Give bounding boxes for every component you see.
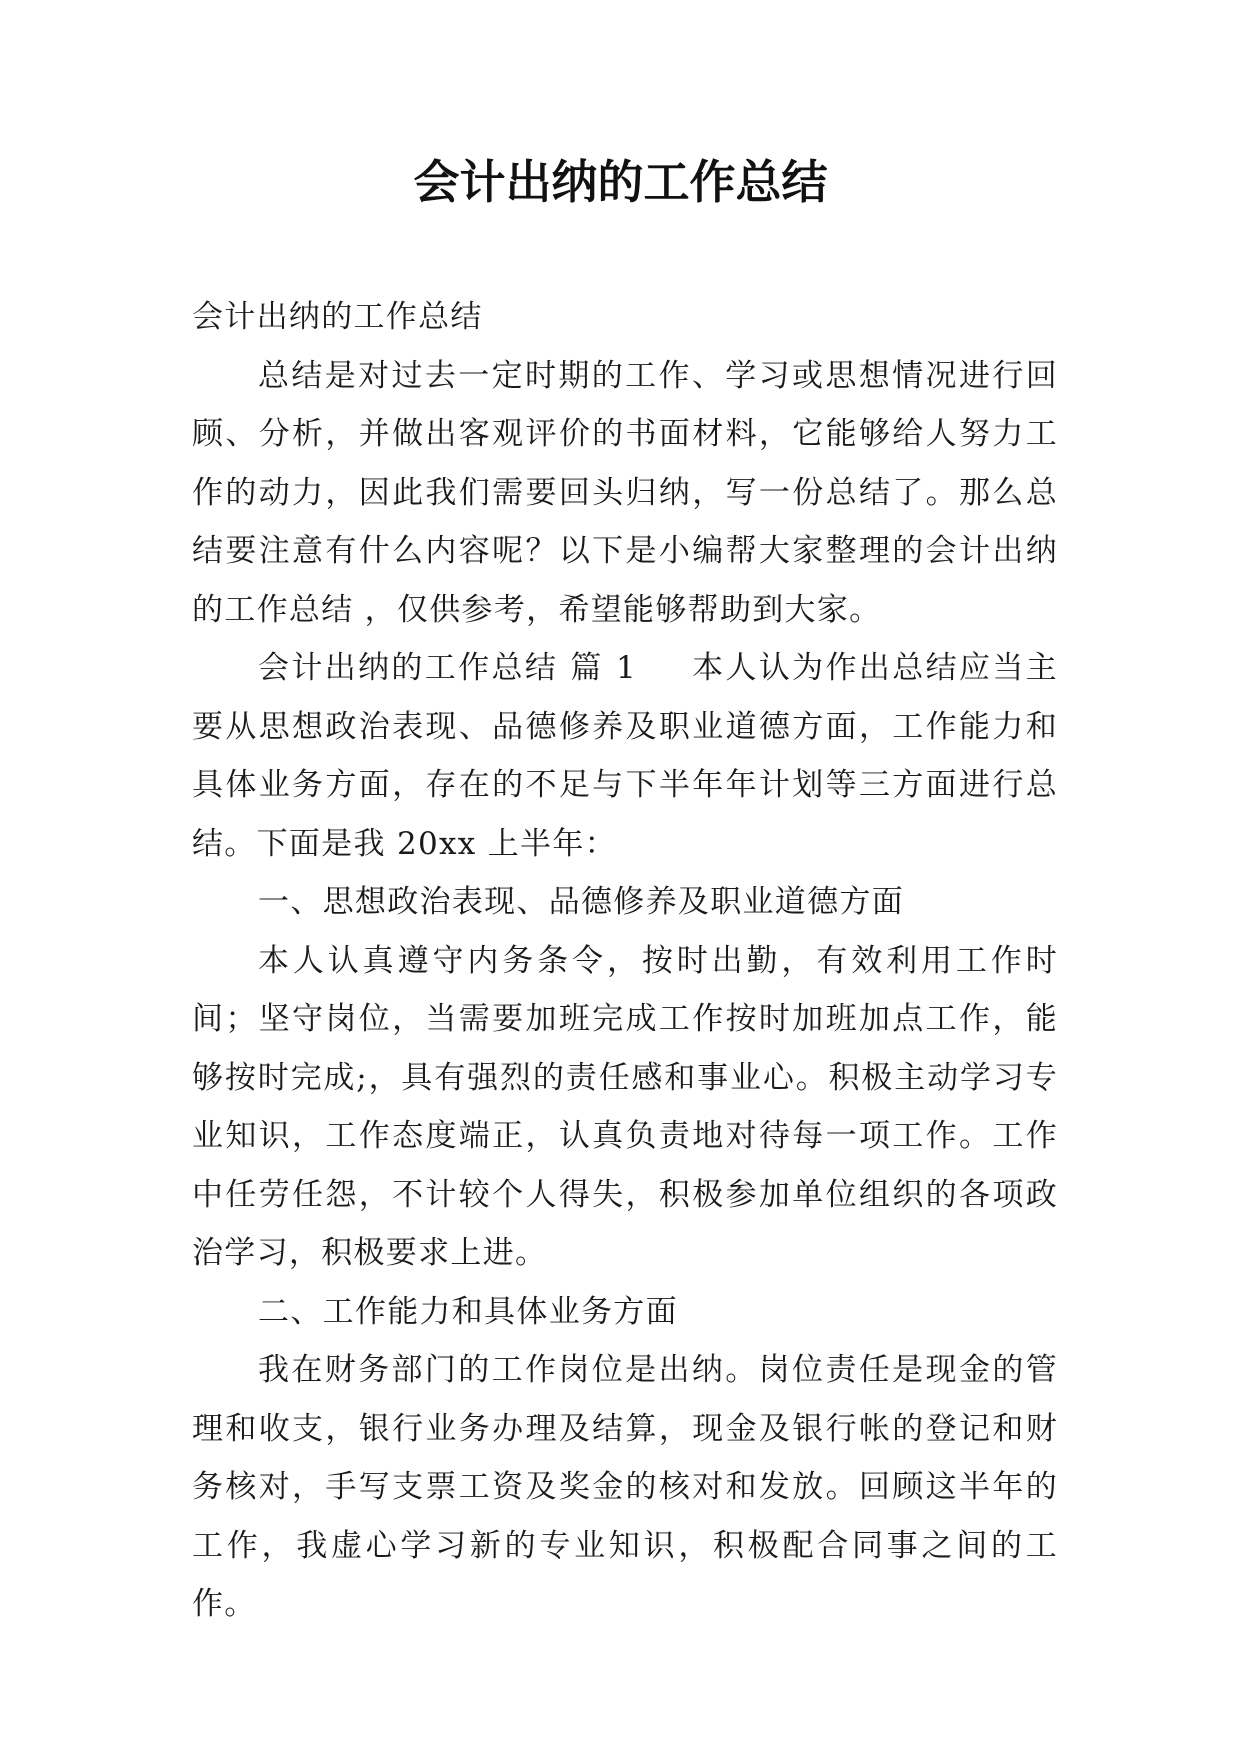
section-paragraph [192, 639, 1058, 873]
intro-paragraph: 总结是对过去一定时期的工作、学习或思想情况进行回顾、分析，并做出客观评价的书面材料，它能够给人努力工作的动力，因此我们需要回头归纳，写一份总结了。那么总结要注意有什么内容呢？以下是小编帮大家整理的会计出纳的工作总结 ，仅供参考，希望能够帮助到大家。 [192, 357, 1058, 628]
ability-paragraph: 我在财务部门的工作岗位是出纳。岗位责任是现金的管理和收支，银行业务办理及结算，现金及银行帐的登记和财务核对，手写支票工资及奖金的核对和发放。回顾这半年的工作，我虚心学习新的专业知识，积极配合同事之间的工作。 [192, 1352, 1058, 1622]
section-heading: 会计出纳的工作总结 篇 1 [258, 650, 638, 686]
section-intro: 本人认为作出总结应当主要从思想政治表现、品德修养及职业道德方面，工作能力和具体业务方面，存在的不足与下半年年计划等三方面进行总结。下面是我 20xx 上半年： [192, 650, 1058, 862]
subtitle-paragraph: 会计出纳的工作总结 [192, 299, 483, 335]
heading-political: 一、思想政治表现、品德修养及职业道德方面 [258, 884, 904, 920]
heading-ability: 二、工作能力和具体业务方面 [258, 1293, 678, 1330]
political-paragraph: 本人认真遵守内务条令，按时出勤，有效利用工作时间；坚守岗位，当需要加班完成工作按时加班加点工作，能够按时完成;，具有强烈的责任感和事业心。积极主动学习专业知识，工作态度端正，认真负责地对待每一项工作。工作中任劳任怨，不计较个人得失，积极参加单位组织的各项政治学习，积极要求上进。 [192, 942, 1058, 1271]
document-title: 会计出纳的工作总结 [413, 155, 828, 209]
document-body [192, 288, 1058, 1634]
